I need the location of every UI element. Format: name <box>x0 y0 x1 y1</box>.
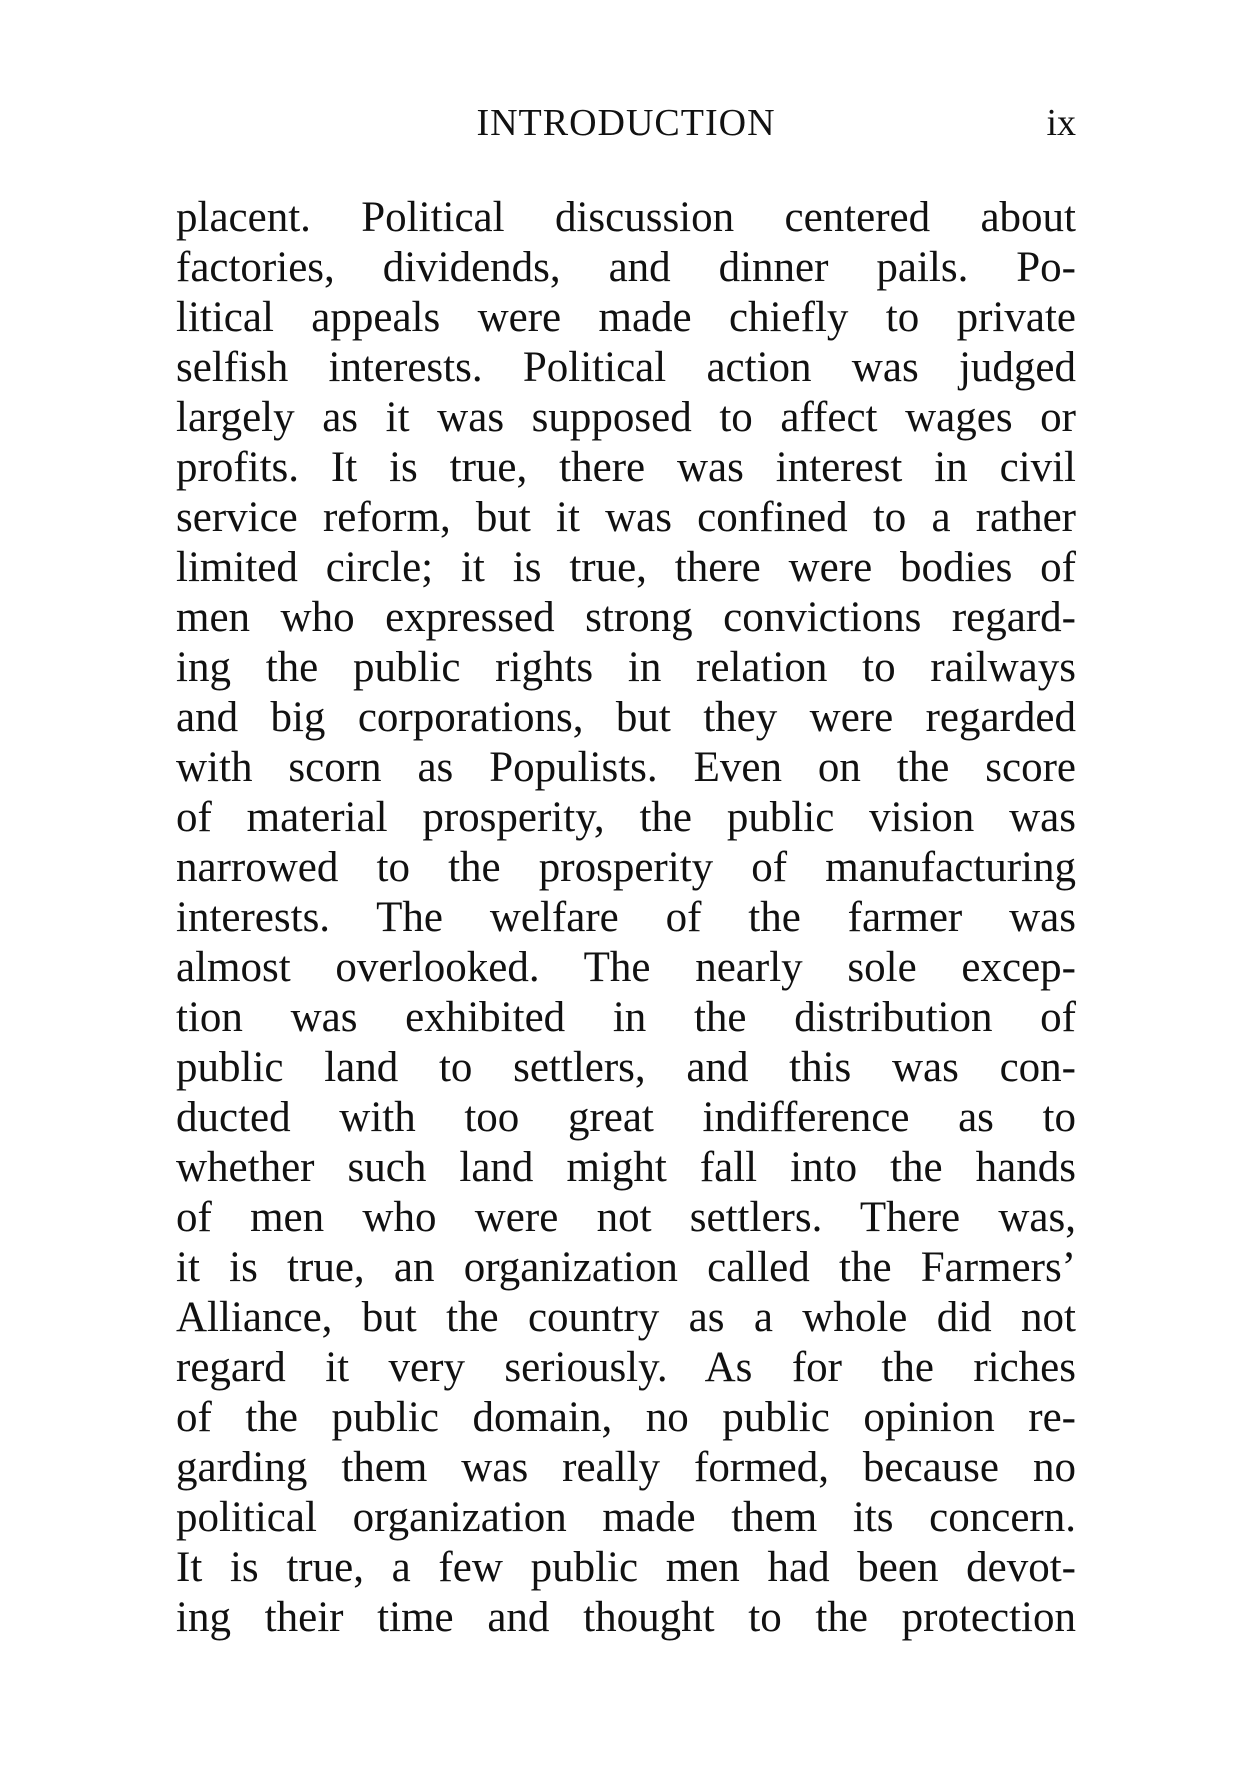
text-line: almost overlooked. The nearly sole excep- <box>176 944 1076 991</box>
text-line: selfish interests. Political action was judged <box>176 344 1076 391</box>
text-line: whether such land might fall into the hands <box>176 1144 1076 1191</box>
text-line: with scorn as Populists. Even on the score <box>176 744 1076 791</box>
text-line: political organization made them its concern. <box>176 1494 1076 1541</box>
text-line: factories, dividends, and dinner pails. Po- <box>176 244 1076 291</box>
text-line: it is true, an organization called the Farmers’ <box>176 1244 1076 1291</box>
page-number: ix <box>1046 102 1076 144</box>
text-line: largely as it was supposed to affect wages or <box>176 394 1076 441</box>
text-line: placent. Political discussion centered about <box>176 194 1076 241</box>
text-line: It is true, a few public men had been devot- <box>176 1544 1076 1591</box>
text-line: and big corporations, but they were regarded <box>176 694 1076 741</box>
text-line: litical appeals were made chiefly to private <box>176 294 1076 341</box>
text-line: regard it very seriously. As for the riches <box>176 1344 1076 1391</box>
body-text <box>176 193 1076 1643</box>
running-head <box>176 98 1076 148</box>
text-line: narrowed to the prosperity of manufacturing <box>176 844 1076 891</box>
text-line: public land to settlers, and this was con- <box>176 1044 1076 1091</box>
text-line: interests. The welfare of the farmer was <box>176 894 1076 941</box>
running-title: INTRODUCTION <box>476 102 776 144</box>
text-line: tion was exhibited in the distribution of <box>176 994 1076 1041</box>
text-line: service reform, but it was confined to a rather <box>176 494 1076 541</box>
text-line: of material prosperity, the public vision was <box>176 794 1076 841</box>
text-line: limited circle; it is true, there were bodies of <box>176 544 1076 591</box>
text-line: profits. It is true, there was interest in civil <box>176 444 1076 491</box>
text-line: ing the public rights in relation to railways <box>176 644 1076 691</box>
text-line: ing their time and thought to the protection <box>176 1594 1076 1641</box>
text-line: of the public domain, no public opinion re- <box>176 1394 1076 1441</box>
text-line: of men who were not settlers. There was, <box>176 1194 1076 1241</box>
text-line: men who expressed strong convictions regard- <box>176 594 1076 641</box>
text-line: Alliance, but the country as a whole did not <box>176 1294 1076 1341</box>
text-line: garding them was really formed, because no <box>176 1444 1076 1491</box>
text-line: ducted with too great indifference as to <box>176 1094 1076 1141</box>
